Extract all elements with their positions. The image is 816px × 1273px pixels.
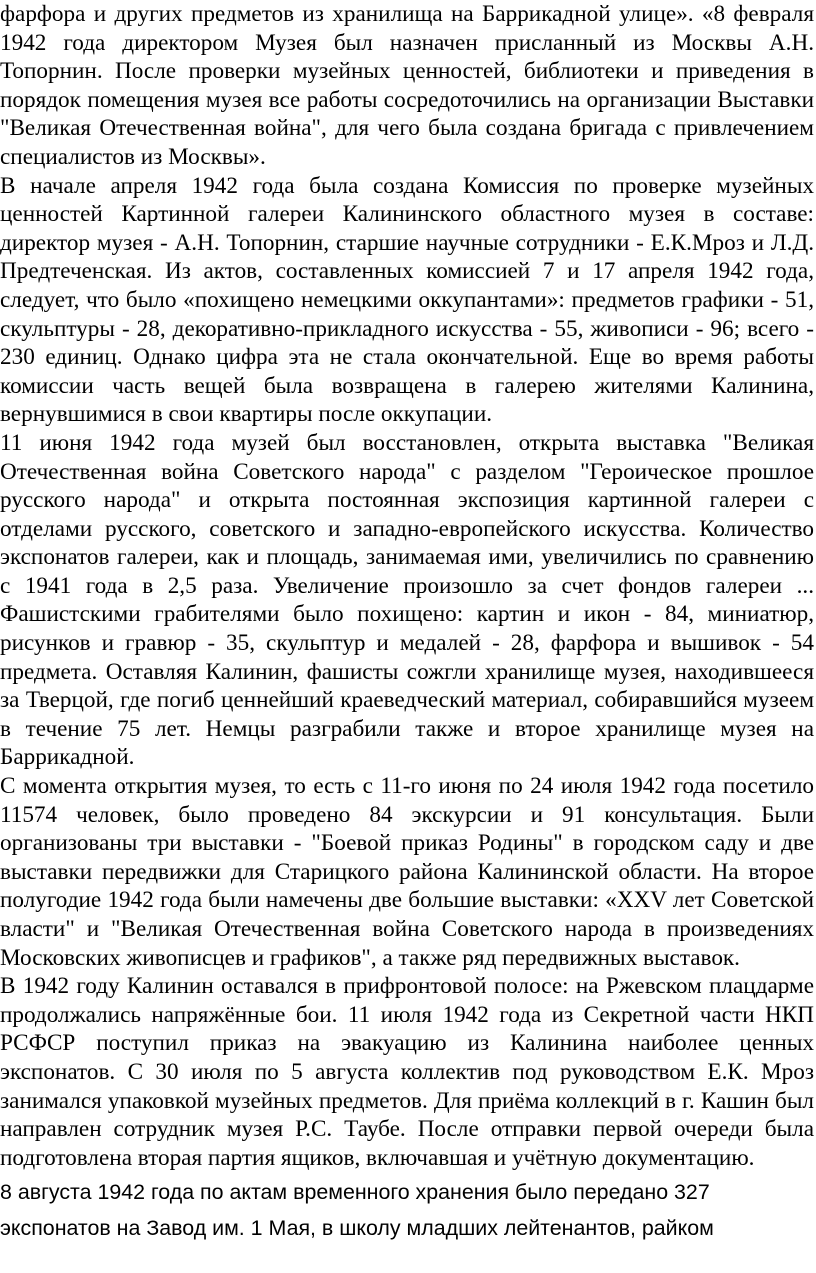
paragraph-3: 11 июня 1942 года музей был восстановлен, открыта выставка "Великая Отечественная война Советского народа" с разделом "Героическое прошлое русского народа" и открыта постоянная экспозиция картинной галереи с отделами русского, советского и западно-европейского искусства. Количество экспонатов галереи, как и площадь, занимаемая ими, увеличились по сравнению с 1941 года в 2,5 раза. Увеличение произошло за счет фондов галереи ... Фашистскими грабителями было похищено: картин и икон - 84, миниатюр, рисунков и гравюр - 35, скульптур и медалей - 28, фарфора и вышивок - 54 предмета. Оставляя Калинин, фашисты сожгли хранилище музея, находившееся за Тверцой, где погиб ценнейший краеведческий материал, собиравшийся музеем в течение 75 лет. Немцы разграбили также и второе хранилище музея на Баррикадной. <box>0 429 814 771</box>
paragraph-2: В начале апреля 1942 года была создана Комиссия по проверке музейных ценностей Картинной галереи Калининского областного музея в составе: директор музея - А.Н. Топорнин, старшие научные сотрудники - Е.К.Мроз и Л.Д. Предтеченская. Из актов, составленных комиссией 7 и 17 апреля 1942 года, следует, что было «похищено немецкими оккупантами»: предметов графики - 51, скульптуры - 28, декоративно-прикладного искусства - 55, живописи - 96; всего - 230 единиц. Однако цифра эта не стала окончательной. Еще во время работы комиссии часть вещей была возвращена в галерею жителями Калинина, вернувшимися в свои квартиры после оккупации. <box>0 172 814 428</box>
paragraph-6: 8 августа 1942 года по актам временного хранения было передано 327 экспонатов на Завод им. 1 Мая, в школу младших лейтенантов, райком <box>0 1180 714 1241</box>
paragraph-1: фарфора и других предметов из хранилища на Баррикадной улице». «8 февраля 1942 года директором Музея был назначен присланный из Москвы А.Н. Топорнин. После проверки музейных ценностей, библиотеки и приведения в порядок помещения музея все работы сосредоточились на организации Выставки "Великая Отечественная война", для чего была создана бригада с привлечением специалистов из Москвы». <box>0 1 814 170</box>
paragraph-5: В 1942 году Калинин оставался в прифронтовой полосе: на Ржевском плацдарме продолжались напряжённые бои. 11 июля 1942 года из Секретной части НКП РСФСР поступил приказ на эвакуацию из Калинина наиболее ценных экспонатов. С 30 июля по 5 августа коллектив под руководством Е.К. Мроз занимался упаковкой музейных предметов. Для приёма коллекций в г. Кашин был направлен сотрудник музея Р.С. Таубе. После отправки первой очереди была подготовлена вторая партия ящиков, включавшая и учётную документацию. <box>0 973 814 1171</box>
paragraph-4: С момента открытия музея, то есть с 11-го июня по 24 июля 1942 года посетило 11574 человек, было проведено 84 экскурсии и 91 консультация. Были организованы три выставки - "Боевой приказ Родины" в городском саду и две выставки передвижки для Старицкого района Калининской области. На второе полугодие 1942 года были намечены две большие выставки: «XXV лет Советской власти" и "Великая Отечественная война Советского народа в произведениях Московских живописцев и графиков", а также ряд передвижных выставок. <box>0 773 814 971</box>
